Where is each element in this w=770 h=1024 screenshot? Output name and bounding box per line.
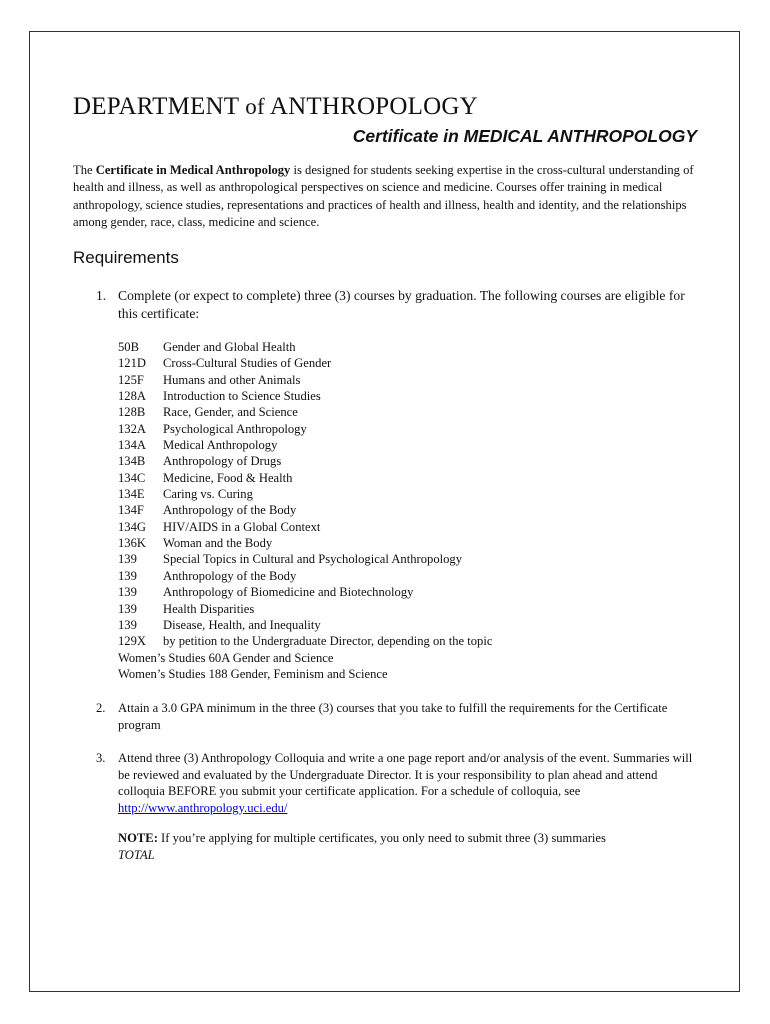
course-row [118,535,492,551]
course-row [118,584,492,600]
course-row [118,470,492,486]
course-code: 139 [118,568,137,583]
course-title: HIV/AIDS in a Global Context [163,519,321,534]
course-code: 132A [118,421,146,436]
item-number: 2. [96,701,106,715]
course-title: Anthropology of the Body [163,568,297,583]
course-row [118,437,492,453]
document-page [29,31,740,992]
note-text: If you’re applying for multiple certificates, you only need to submit three (3) summaries [157,831,606,845]
course-code: 128B [118,405,146,420]
item-text: Attain a 3.0 GPA minimum in the three (3) courses that you take to fulfill the requirements for the Certificate program [118,701,668,732]
course-row [118,551,492,567]
item-text: Complete (or expect to complete) three (3) courses by graduation. The following courses are eligible for this certificate: [118,288,685,321]
intro-rest: is designed for students seeking expertise in the cross-cultural understanding of health and illness, as well as anthropological perspectives on science and medicine. Courses offer training in medical anthropology, science studies, representations and practices of health and illness, health and identity, and the relationships among gender, race, class, medicine and science. [73,163,694,230]
note-emphasis: TOTAL [118,847,155,862]
course-row [118,453,492,469]
course-title: Cross-Cultural Studies of Gender [163,356,332,371]
course-title: Humans and other Animals [163,372,301,387]
department-name: ANTHROPOLOGY [269,93,478,120]
requirements-heading: Requirements [73,248,179,267]
department-of: of [245,94,265,119]
course-title: Medical Anthropology [163,438,278,453]
item-body [118,750,698,816]
department-title [73,93,478,121]
course-row [118,601,492,617]
course-row [118,617,492,633]
course-code: 125F [118,372,144,387]
course-title: Introduction to Science Studies [163,389,321,404]
note-label: NOTE: [118,831,158,845]
course-title: Disease, Health, and Inequality [163,617,321,632]
course-title: Special Topics in Cultural and Psychological Anthropology [163,552,463,567]
course-row [118,404,492,420]
course-code: 139 [118,552,137,567]
course-title: Anthropology of Biomedicine and Biotechnology [163,585,414,600]
intro-bold: Certificate in Medical Anthropology [95,163,291,177]
extra-course: Women’s Studies 188 Gender, Feminism and Science [118,666,388,681]
item-text: Attend three (3) Anthropology Colloquia and write a one page report and/or analysis of the event. Summaries will be reviewed and evaluated by the Undergraduate Director. It is your responsibility to plan ahead and attend colloquia BEFORE you submit your certificate application. For a schedule of colloquia, see [118,751,693,798]
colloquia-link[interactable]: http://www.anthropology.uci.edu/ [118,800,288,815]
course-code: 134F [118,503,144,518]
course-title: by petition to the Undergraduate Director, depending on the topic [163,634,493,649]
course-code: 139 [118,601,137,616]
course-title: Gender and Global Health [163,340,296,354]
course-row [118,486,492,502]
course-row [118,388,492,404]
course-code: 128A [118,389,146,404]
course-row [118,519,492,535]
course-title: Medicine, Food & Health [163,470,293,485]
course-title: Anthropology of the Body [163,503,297,518]
course-row [118,372,492,388]
note-paragraph [118,830,618,863]
course-row [118,568,492,584]
course-code: 129X [118,634,146,649]
course-code: 50B [118,340,139,354]
course-list [118,339,492,682]
course-row [118,339,492,355]
course-code: 134B [118,454,146,469]
course-row [118,633,492,649]
course-code: 139 [118,585,137,600]
course-code: 136K [118,536,146,551]
intro-lead: The [73,163,96,177]
course-code: 139 [118,617,137,632]
course-code: 134G [118,519,146,534]
course-row [118,421,492,437]
course-title: Anthropology of Drugs [163,454,282,469]
item-number: 1. [96,288,107,303]
intro-paragraph [73,162,713,232]
course-code: 134A [118,438,146,453]
course-code: 121D [118,356,146,371]
course-code: 134E [118,487,145,502]
item-number: 3. [96,751,106,765]
department-word: DEPARTMENT [73,93,239,120]
course-title: Caring vs. Curing [163,487,253,502]
extra-course: Women’s Studies 60A Gender and Science [118,650,334,665]
certificate-title: Certificate in MEDICAL ANTHROPOLOGY [352,126,697,146]
course-title: Psychological Anthropology [163,421,307,436]
course-row [118,355,492,371]
course-row [118,502,492,518]
course-title: Woman and the Body [163,536,273,551]
course-code: 134C [118,470,146,485]
course-title: Race, Gender, and Science [163,405,298,420]
course-title: Health Disparities [163,601,255,616]
